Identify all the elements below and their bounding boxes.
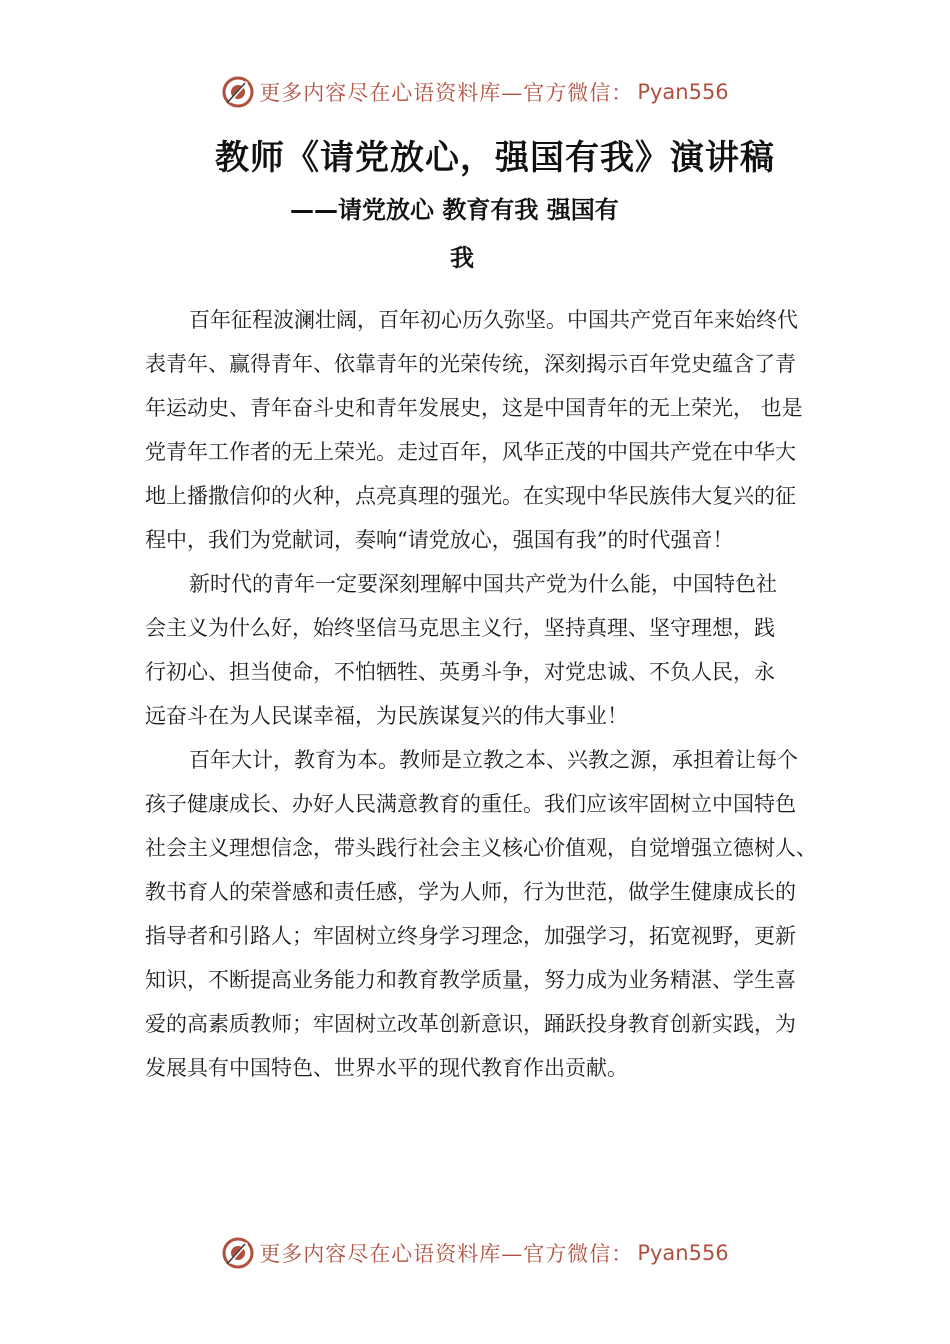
text-line: 知识，不断提高业务能力和教育教学质量，努力成为业务精湛、学生喜 [145,968,796,992]
text-line: 发展具有中国特色、世界水平的现代教育作出贡献。 [145,1056,628,1080]
text-line: 程中，我们为党献词，奏响“请党放心，强国有我”的时代强音！ [145,528,734,552]
footer-banner [0,1233,950,1273]
text-line: 远奋斗在为人民谋幸福，为民族谋复兴的伟大事业！ [145,704,628,728]
banner-text: 更多内容尽在心语资料库—官方微信： [259,1242,634,1266]
text-line: 新时代的青年一定要深刻理解中国共产党为什么能，中国特色社 [189,572,777,596]
text-line: 指导者和引路人；牢固树立终身学习理念，加强学习，拓宽视野，更新 [145,924,796,948]
brand-logo-icon [221,1236,255,1270]
subtitle: ——请党放心 教育有我 强国有 [290,196,619,224]
text-line: 党青年工作者的无上荣光。走过百年，风华正茂的中国共产党在中华大 [145,440,796,464]
paragraph-2 [145,562,835,738]
text-line: 年运动史、青年奋斗史和青年发展史，这是中国青年的无上荣光， 也是 [145,396,803,420]
text-line: 孩子健康成长、办好人民满意教育的重任。我们应该牢固树立中国特色 [145,792,796,816]
subtitle-continuation: 我 [450,244,474,272]
brand-logo-icon [221,75,255,109]
text-line: 教书育人的荣誉感和责任感，学为人师，行为世范，做学生健康成长的 [145,880,796,904]
text-line: 社会主义理想信念，带头践行社会主义核心价值观，自觉增强立德树人、 [145,836,817,860]
banner-wechat-id: Pyan556 [637,1241,729,1265]
text-line: 爱的高素质教师；牢固树立改革创新意识，踊跃投身教育创新实践，为 [145,1012,796,1036]
text-line: 会主义为什么好，始终坚信马克思主义行，坚持真理、坚守理想，践 [145,616,775,640]
text-line: 表青年、赢得青年、依靠青年的光荣传统，深刻揭示百年党史蕴含了青 [145,352,796,376]
header-banner [0,72,950,112]
paragraph-1 [145,298,835,562]
text-line: 百年征程波澜壮阔，百年初心历久弥坚。中国共产党百年来始终代 [189,308,798,332]
banner-wechat-id: Pyan556 [637,80,729,104]
paragraph-3 [145,738,835,1090]
banner-text: 更多内容尽在心语资料库—官方微信： [259,81,634,105]
text-line: 地上播撒信仰的火种，点亮真理的强光。在实现中华民族伟大复兴的征 [145,484,796,508]
text-line: 百年大计，教育为本。教师是立教之本、兴教之源，承担着让每个 [189,748,798,772]
text-line: 行初心、担当使命，不怕牺牲、英勇斗争，对党忠诚、不负人民，永 [145,660,775,684]
page-title: 教师《请党放心，强国有我》演讲稿 [215,138,775,178]
speech-body [145,298,835,1090]
